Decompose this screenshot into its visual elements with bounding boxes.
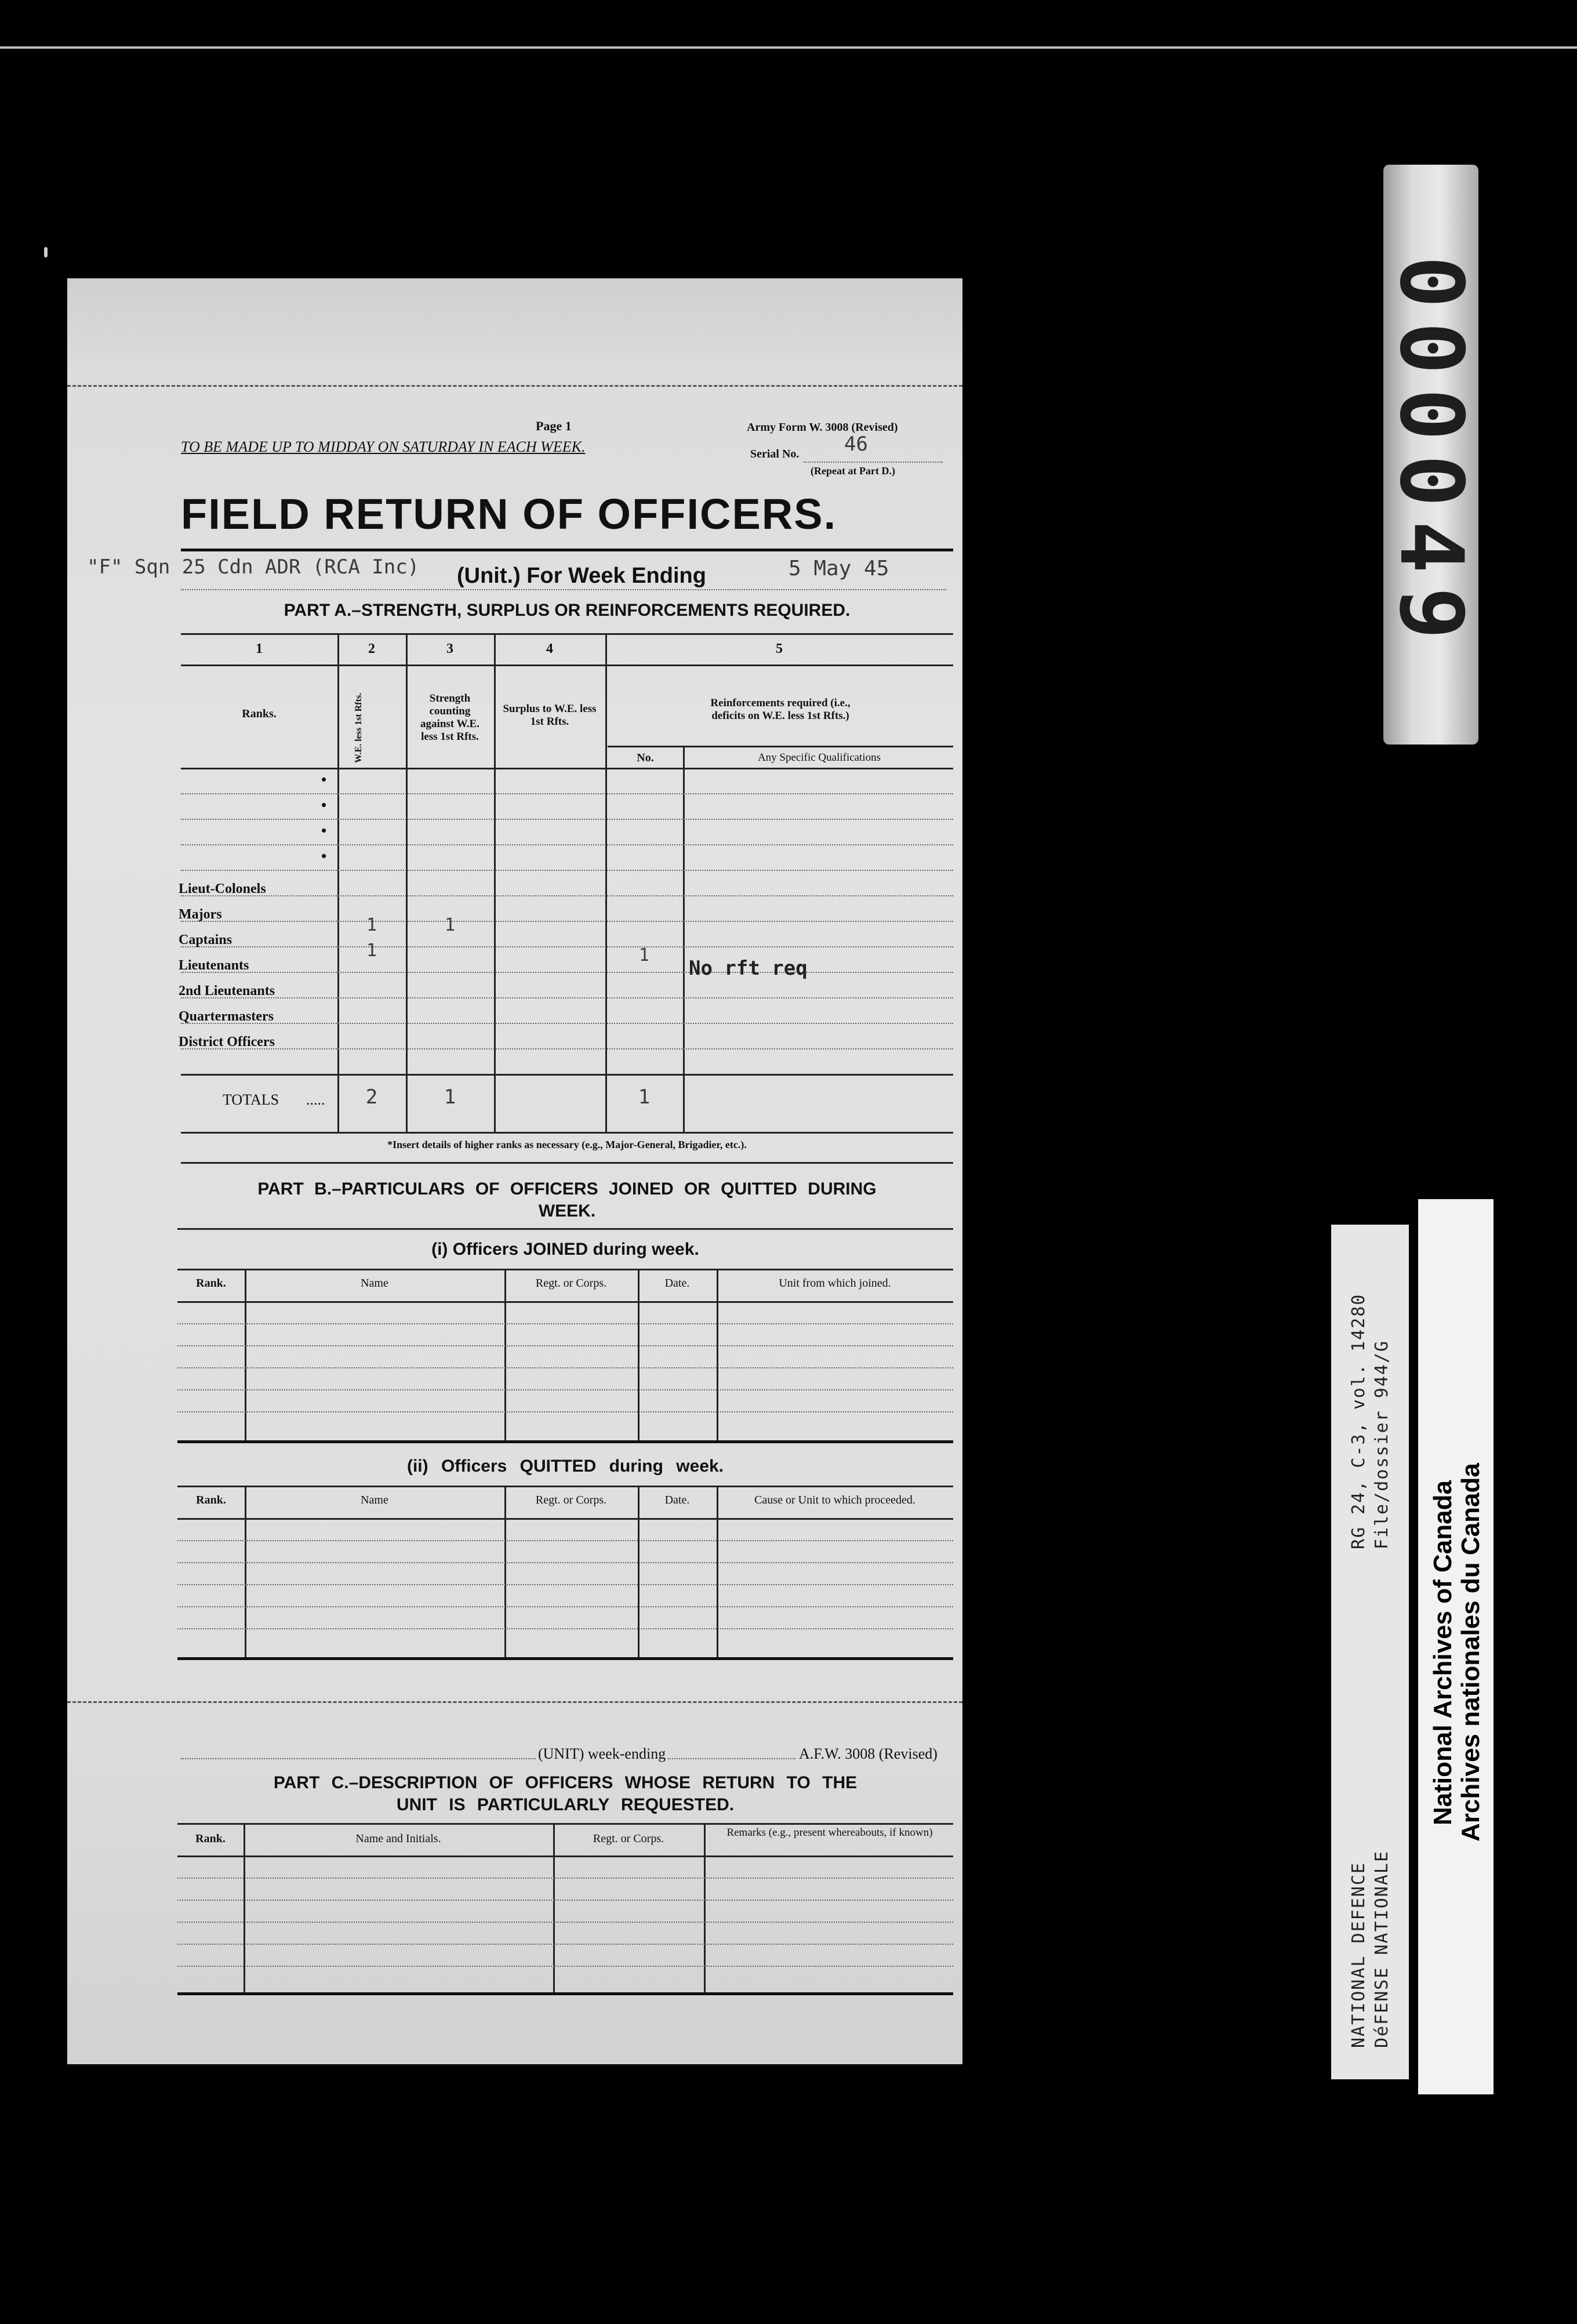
row-line	[177, 1389, 953, 1390]
serial-label: Serial No.	[750, 448, 800, 460]
reference-slip	[1331, 1225, 1409, 2079]
frame-number-strip	[1380, 165, 1481, 745]
department-line-2: DéFENSE NATIONALE	[1372, 1850, 1392, 2048]
table-rule	[177, 1657, 953, 1660]
table-col-line	[638, 1269, 639, 1440]
col-number-1: 1	[256, 641, 263, 656]
week-ending-value: 5 May 45	[789, 557, 889, 580]
row-line	[177, 1562, 953, 1563]
row-line	[177, 1944, 953, 1945]
col-name: Name	[361, 1494, 388, 1506]
row-line	[181, 793, 953, 794]
row-line	[177, 1540, 953, 1541]
part-c-week-dotted	[668, 1758, 795, 1759]
col-rank: Rank.	[195, 1832, 226, 1845]
table-col-line	[638, 1486, 639, 1657]
col-unit-joined: Unit from which joined.	[779, 1277, 891, 1290]
table-rule	[608, 746, 953, 747]
row-line	[177, 1922, 953, 1923]
table-rule	[181, 768, 953, 769]
form-sheet	[67, 278, 962, 2064]
archive-name-fr: Archives nationales du Canada	[1456, 1463, 1485, 1842]
col-no-header: No.	[637, 751, 654, 764]
majors-we-value: 1	[366, 915, 377, 935]
col-number-4: 4	[546, 641, 553, 656]
table-rule	[177, 1855, 953, 1857]
rank-label: Lieutenants	[179, 958, 249, 973]
table-col-line	[704, 1823, 706, 1992]
army-form-number: Army Form W. 3008 (Revised)	[747, 421, 898, 434]
unit-label: (Unit.) For Week Ending	[457, 564, 706, 588]
table-rule	[177, 1992, 953, 1995]
table-col-line	[605, 633, 607, 1132]
asterisk-mark: •	[321, 848, 327, 865]
col-regt: Regt. or Corps.	[535, 1494, 607, 1506]
serial-line	[804, 462, 943, 463]
row-line	[177, 1900, 953, 1901]
col-number-2: 2	[368, 641, 375, 656]
col-number-3: 3	[446, 641, 453, 656]
row-line	[181, 946, 953, 947]
row-line	[181, 1023, 953, 1024]
majors-strength-value: 1	[444, 915, 456, 935]
table-rule	[181, 1132, 953, 1134]
row-line	[181, 997, 953, 998]
rank-label: Quartermasters	[179, 1009, 274, 1024]
quitted-title: (ii) Officers QUITTED during week.	[406, 1457, 724, 1476]
totals-leader: .....	[306, 1091, 325, 1108]
table-col-line	[245, 1486, 246, 1657]
department-line-1: NATIONAL DEFENCE	[1349, 1862, 1369, 2048]
col-ranks-header: Ranks.	[242, 707, 277, 720]
part-b-title-line2: WEEK.	[538, 1201, 596, 1221]
row-line	[181, 972, 953, 973]
serial-value: 46	[844, 433, 868, 456]
part-c-title-line1: PART C.–DESCRIPTION OF OFFICERS WHOSE RETURN TO THE	[273, 1773, 857, 1792]
col-date: Date.	[664, 1277, 690, 1290]
col-date: Date.	[664, 1494, 690, 1506]
totals-we-value: 2	[365, 1085, 378, 1109]
table-rule	[177, 1301, 953, 1303]
col-reinforcements-header: Reinforcements required (i.e., deficits on W.E. less 1st Rfts.)	[710, 697, 851, 722]
row-line	[177, 1367, 953, 1368]
asterisk-mark: •	[321, 797, 327, 814]
row-line	[181, 819, 953, 820]
rank-label: District Officers	[179, 1034, 275, 1050]
col-rank: Rank.	[196, 1494, 226, 1506]
col-strength-header: Strength counting against W.E. less 1st Rfts.	[420, 692, 479, 743]
table-col-line	[244, 1823, 245, 1992]
col-regt: Regt. or Corps.	[593, 1832, 664, 1845]
rank-label: 2nd Lieutenants	[179, 983, 275, 998]
page-number: Page 1	[536, 419, 572, 433]
film-edge-line	[0, 46, 1577, 49]
row-line	[177, 1878, 953, 1879]
part-a-footnote: *Insert details of higher ranks as necessary (e.g., Major-General, Brigadier, etc.).	[387, 1139, 747, 1150]
table-col-line	[406, 633, 408, 1132]
col-number-5: 5	[776, 641, 783, 656]
table-col-line	[717, 1269, 718, 1440]
table-rule	[181, 1162, 953, 1164]
col-rank: Rank.	[196, 1277, 226, 1290]
unit-value: "F" Sqn 25 Cdn ADR (RCA Inc)	[87, 555, 420, 579]
title-rule	[181, 549, 953, 551]
col-regt: Regt. or Corps.	[535, 1277, 607, 1290]
rank-label: Majors	[179, 907, 222, 922]
film-speck	[44, 247, 48, 257]
rank-label: Lieut-Colonels	[179, 881, 266, 896]
table-col-line	[683, 746, 685, 1132]
lieutenants-qualification-value: No rft req	[689, 957, 808, 980]
table-col-line	[504, 1486, 506, 1657]
part-c-unit-dotted	[181, 1758, 536, 1759]
col-qualifications-header: Any Specific Qualifications	[757, 751, 881, 764]
asterisk-mark: •	[321, 822, 327, 839]
form-title: FIELD RETURN OF OFFICERS.	[181, 490, 837, 538]
reference-line-2: File/dossier 944/G	[1372, 1339, 1392, 1549]
table-rule	[181, 1074, 953, 1076]
table-rule	[177, 1518, 953, 1520]
part-a-title: PART A.–STRENGTH, SURPLUS OR REINFORCEMENTS REQUIRED.	[284, 601, 851, 620]
row-line	[177, 1966, 953, 1967]
table-rule	[181, 664, 953, 666]
asterisk-mark: •	[321, 771, 327, 788]
instruction-text: TO BE MADE UP TO MIDDAY ON SATURDAY IN EACH WEEK.	[181, 438, 586, 455]
col-name: Name	[361, 1277, 388, 1290]
row-line	[177, 1323, 953, 1324]
row-line	[181, 921, 953, 922]
table-rule	[177, 1823, 953, 1825]
row-line	[181, 870, 953, 871]
joined-title: (i) Officers JOINED during week.	[431, 1240, 699, 1259]
part-c-unit-line: (UNIT) week-ending	[538, 1745, 666, 1762]
table-rule	[181, 633, 953, 635]
repeat-note: (Repeat at Part D.)	[811, 465, 895, 477]
table-col-line	[504, 1269, 506, 1440]
table-col-line	[553, 1823, 555, 1992]
rank-label: Captains	[179, 932, 232, 947]
row-line	[181, 844, 953, 845]
col-unit-quitted: Cause or Unit to which proceeded.	[754, 1494, 915, 1506]
row-line	[177, 1606, 953, 1607]
col-we-header: W.E. less 1st Rfts.	[354, 692, 364, 763]
part-c-title-line2: UNIT IS PARTICULARLY REQUESTED.	[396, 1795, 735, 1814]
row-line	[177, 1345, 953, 1346]
unit-dotted-line	[181, 589, 946, 590]
totals-label: TOTALS	[223, 1091, 279, 1108]
perforation-line	[67, 1701, 962, 1703]
row-line	[177, 1584, 953, 1585]
lieutenants-no-value: 1	[638, 945, 650, 965]
table-rule	[177, 1486, 953, 1487]
table-col-line	[245, 1269, 246, 1440]
row-line	[177, 1411, 953, 1412]
col-remarks: Remarks (e.g., present whereabouts, if known)	[726, 1826, 933, 1839]
table-rule	[177, 1440, 953, 1443]
col-surplus-header: Surplus to W.E. less 1st Rfts.	[503, 703, 597, 728]
frame-number: 000049	[1380, 256, 1481, 653]
row-line	[181, 1048, 953, 1050]
row-line	[181, 895, 953, 896]
archive-name-en: National Archives of Canada	[1429, 1480, 1457, 1825]
totals-no-value: 1	[638, 1085, 651, 1109]
col-name-initials: Name and Initials.	[355, 1832, 441, 1845]
table-col-line	[717, 1486, 718, 1657]
table-col-line	[494, 633, 496, 1132]
archive-label	[1418, 1199, 1494, 2094]
captains-we-value: 1	[366, 941, 377, 961]
part-b-title-line1: PART B.–PARTICULARS OF OFFICERS JOINED OR QUITTED DURING	[257, 1179, 877, 1199]
part-b-rule	[177, 1228, 953, 1230]
part-c-form-ref: A.F.W. 3008 (Revised)	[799, 1745, 938, 1762]
totals-strength-value: 1	[444, 1085, 456, 1109]
perforation-line	[67, 385, 962, 387]
row-line	[177, 1628, 953, 1629]
table-rule	[177, 1269, 953, 1270]
reference-line-1: RG 24, C-3, vol. 14280	[1349, 1293, 1369, 1549]
table-col-line	[337, 633, 339, 1132]
